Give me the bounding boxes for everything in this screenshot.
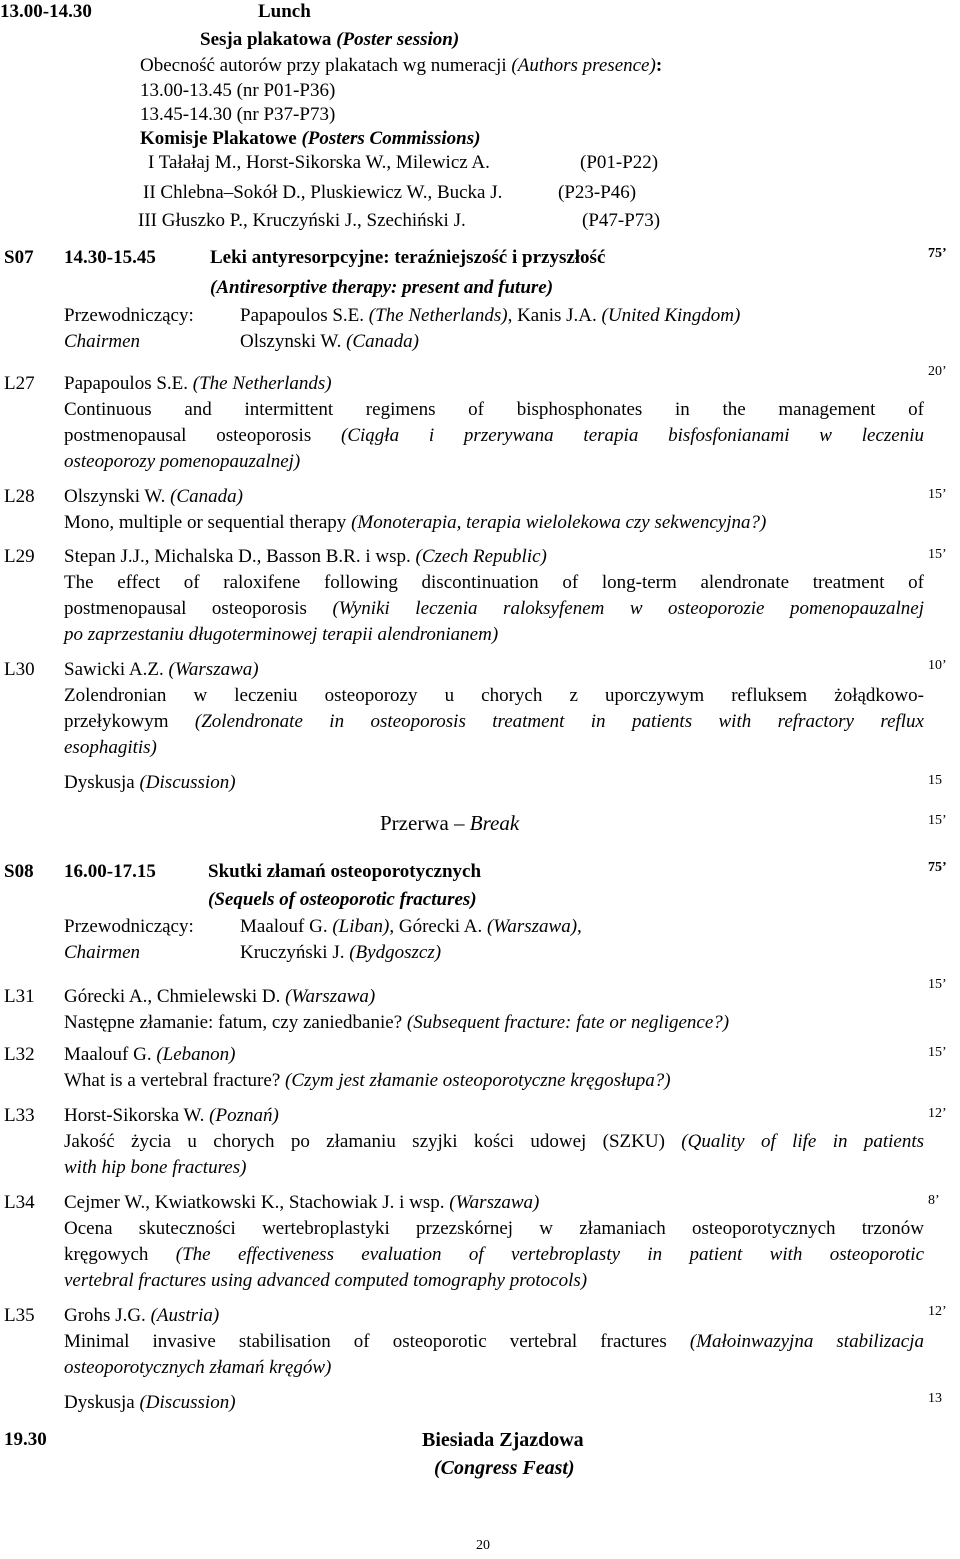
commission-range: (P47-P73) [582, 210, 661, 231]
lecture-duration: 8’ [928, 1193, 940, 1208]
lecture-duration: 15’ [928, 487, 947, 502]
lecture-code: L33 [4, 1105, 35, 1126]
lecture-duration: 20’ [928, 364, 947, 379]
session-title-en: (Antiresorptive therapy: present and future) [210, 277, 554, 298]
lecture-author: Maalouf G. (Lebanon) [64, 1044, 236, 1065]
lecture-code: L31 [4, 986, 35, 1007]
lecture-title-line: The effect of raloxifene following discontinuation of long-term alendronate treatment of [64, 572, 924, 593]
lecture-duration: 15’ [928, 1045, 947, 1060]
lecture-title: Następne złamanie: fatum, czy zaniedbanie? (Subsequent fracture: fate or negligence?) [64, 1012, 730, 1033]
lecture-duration: 15’ [928, 547, 947, 562]
feast-time: 19.30 [4, 1429, 47, 1450]
lecture-title: What is a vertebral fracture? (Czym jest złamanie osteoporotyczne kręgosłupa?) [64, 1070, 671, 1091]
discussion-duration: 13 [928, 1391, 942, 1406]
lecture-title-line: przełykowym (Zolendronate in osteoporosis treatment in patients with refractory reflux [64, 711, 924, 732]
lecture-duration: 12’ [928, 1106, 947, 1121]
lecture-author: Olszynski W. (Canada) [64, 486, 243, 507]
chairs-line: Kruczyński J. (Bydgoszcz) [240, 942, 442, 963]
session-title-en: (Sequels of osteoporotic fractures) [208, 889, 477, 910]
lecture-title-line: Minimal invasive stabilisation of osteoporotic vertebral fractures (Małoinwazyjna stabilizacja [64, 1331, 925, 1352]
lecture-title-line: Jakość życia u chorych po złamaniu szyjki kości udowej (SZKU) (Quality of life in patients [64, 1131, 924, 1152]
lecture-title-line: with hip bone fractures) [64, 1157, 247, 1178]
discussion-duration: 15 [928, 773, 942, 788]
lecture-title-line: kręgowych (The effectiveness evaluation of vertebroplasty in patient with osteoporotic [64, 1244, 925, 1265]
poster-slot: 13.45-14.30 (nr P37-P73) [140, 104, 336, 125]
lunch-time: 13.00-14.30 [0, 1, 92, 22]
lecture-author: Horst-Sikorska W. (Poznań) [64, 1105, 279, 1126]
authors-presence-label: Obecność autorów przy plakatach wg numeracji (Authors presence): [140, 55, 663, 76]
chairs-line: Papapoulos S.E. (The Netherlands), Kanis J.A. (United Kingdom) [240, 305, 741, 326]
lecture-title-line: Zolendronian w leczeniu osteoporozy u chorych z uporczywym refluksem żołądkowo- [64, 685, 924, 706]
lecture-author: Cejmer W., Kwiatkowski K., Stachowiak J. i wsp. (Warszawa) [64, 1192, 540, 1213]
commission-members: II Chlebna–Sokół D., Pluskiewicz W., Bucka J. [143, 182, 503, 203]
commission-members: III Głuszko P., Kruczyński J., Szechiński J. [138, 210, 466, 231]
session-title: Leki antyresorpcyjne: teraźniejszość i przyszłość [210, 247, 606, 268]
break-label: Przerwa – Break [380, 811, 520, 835]
break-duration: 15’ [928, 813, 947, 828]
poster-session-title: Sesja plakatowa (Poster session) [200, 29, 460, 50]
lecture-author: Papapoulos S.E. (The Netherlands) [64, 373, 332, 394]
lecture-title-line: postmenopausal osteoporosis (Wyniki leczenia raloksyfenem w osteoporozie pomenopauzalnej [64, 598, 924, 619]
feast-title-en: (Congress Feast) [434, 1457, 575, 1479]
poster-slot: 13.00-13.45 (nr P01-P36) [140, 80, 336, 101]
discussion: Dyskusja (Discussion) [64, 1392, 236, 1413]
commission-range: (P23-P46) [558, 182, 637, 203]
lecture-author: Sawicki A.Z. (Warszawa) [64, 659, 259, 680]
chair-label-en: Chairmen [64, 331, 140, 352]
lecture-title-line: osteoporotycznych złamań kręgów) [64, 1357, 332, 1378]
lecture-code: L28 [4, 486, 35, 507]
lecture-title-line: vertebral fractures using advanced computed tomography protocols) [64, 1270, 588, 1291]
lecture-code: L30 [4, 659, 35, 680]
feast-title: Biesiada Zjazdowa [422, 1429, 584, 1451]
session-time: 16.00-17.15 [64, 861, 156, 882]
lecture-title-line: po zaprzestaniu długoterminowej terapii alendronianem) [64, 624, 499, 645]
lecture-code: L29 [4, 546, 35, 567]
chairs-line: Maalouf G. (Liban), Górecki A. (Warszawa), [240, 916, 582, 937]
page-number: 20 [476, 1538, 490, 1553]
lecture-duration: 10’ [928, 658, 947, 673]
lecture-code: L32 [4, 1044, 35, 1065]
chairs-line: Olszynski W. (Canada) [240, 331, 419, 352]
lecture-title-line: Ocena skuteczności wertebroplastyki przezskórnej w złamaniach osteoporotycznych trzonów [64, 1218, 924, 1239]
commission-range: (P01-P22) [580, 152, 659, 173]
discussion: Dyskusja (Discussion) [64, 772, 236, 793]
lecture-duration: 15’ [928, 977, 947, 992]
lecture-author: Grohs J.G. (Austria) [64, 1305, 220, 1326]
session-code: S07 [4, 247, 34, 268]
session-time: 14.30-15.45 [64, 247, 156, 268]
session-title: Skutki złamań osteoporotycznych [208, 861, 482, 882]
posters-commissions-title: Komisje Plakatowe (Posters Commissions) [140, 128, 481, 149]
lecture-title-line: esophagitis) [64, 737, 157, 758]
lecture-title: Mono, multiple or sequential therapy (Monoterapia, terapia wielolekowa czy sekwencyjna?) [64, 512, 767, 533]
chair-label: Przewodniczący: [64, 916, 194, 937]
session-duration: 75’ [928, 246, 947, 261]
lecture-author: Górecki A., Chmielewski D. (Warszawa) [64, 986, 376, 1007]
session-code: S08 [4, 861, 34, 882]
commission-members: I Tałałaj M., Horst-Sikorska W., Milewicz A. [148, 152, 490, 173]
lecture-title-line: Continuous and intermittent regimens of bisphosphonates in the management of [64, 399, 924, 420]
lunch-title: Lunch [258, 1, 311, 22]
lecture-title-line: postmenopausal osteoporosis (Ciągła i przerywana terapia bisfosfonianami w leczeniu [64, 425, 924, 446]
lecture-code: L34 [4, 1192, 35, 1213]
chair-label-en: Chairmen [64, 942, 140, 963]
lecture-duration: 12’ [928, 1304, 947, 1319]
lecture-author: Stepan J.J., Michalska D., Basson B.R. i wsp. (Czech Republic) [64, 546, 547, 567]
lecture-code: L27 [4, 373, 35, 394]
lecture-code: L35 [4, 1305, 35, 1326]
chair-label: Przewodniczący: [64, 305, 194, 326]
lecture-title-line: osteoporozy pomenopauzalnej) [64, 451, 301, 472]
session-duration: 75’ [928, 860, 947, 875]
